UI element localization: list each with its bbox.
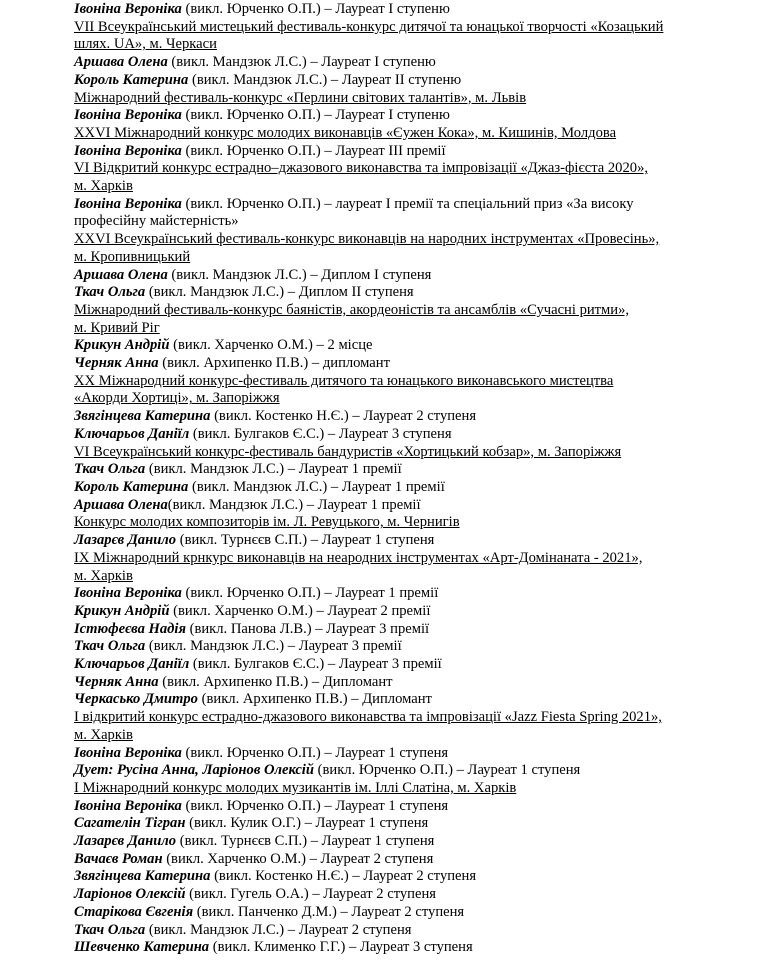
participant-name: Звягінцева Катерина: [74, 868, 211, 885]
participant-name: Шевченко Катерина: [74, 939, 210, 956]
participant-name: Король Катерина: [74, 478, 189, 495]
award-details: (викл. Харченко О.М.) – Лауреат 2 премії: [169, 602, 431, 619]
competition-heading-line: VI Відкритий конкурс естрадно–джазового виконавства та імпровізації «Джаз-фієста 2020»,: [74, 160, 649, 177]
competition-heading-line: Конкурс молодих композиторів ім. Л. Ревуцького, м. Чернигів: [74, 514, 460, 531]
participant-name: Лазарєв Данило: [74, 532, 177, 549]
award-details: (викл. Булгаков Є.С.) – Лауреат 3 ступеня: [189, 425, 452, 442]
participant-name: Черняк Анна: [74, 673, 159, 690]
award-entry: [74, 691, 768, 709]
award-details: (викл. Мандзюк Л.С.) – Лауреат 1 премії: [145, 461, 402, 478]
award-entry: [74, 1, 768, 19]
award-details: (викл. Мандзюк Л.С.) – Лауреат I ступеню: [167, 54, 436, 71]
participant-name: Аршава Олена: [74, 54, 168, 71]
award-entry: [74, 798, 768, 816]
competition-heading-line: м. Харків: [74, 178, 133, 195]
competition-heading-line: шлях. UA», м. Черкаси: [74, 36, 217, 53]
participant-name: Аршава Олена: [74, 266, 168, 283]
award-details: (викл. Юрченко О.П.) – Лауреат 1 ступеня: [181, 744, 449, 761]
competition-heading-line: XXVI Всеукраїнський фестиваль-конкурс виконавців на народних інструментах «Провесінь»,: [74, 231, 660, 248]
participant-name: Івоніна Вероніка: [74, 585, 182, 602]
award-details: (викл. Булгаков Є.С.) – Лауреат 3 премії: [189, 656, 442, 673]
competition-heading-line: XX Міжнародний конкурс-фестиваль дитячого та юнацького виконавського мистецтва: [74, 372, 614, 389]
competition-heading-line: м. Кропивницький: [74, 248, 191, 265]
award-details: (викл. Мандзюк Л.С.) – Лауреат 2 ступеня: [145, 921, 412, 938]
competition-heading-line: VI Всеукраїнський конкурс-фестиваль бандуристів «Хортицький кобзар», м. Запоріжжя: [74, 443, 622, 460]
award-details: (викл. Юрченко О.П.) – Лауреат 1 ступеня: [313, 762, 581, 779]
award-details: (викл. Панова Л.В.) – Лауреат 3 премії: [185, 620, 430, 637]
competition-heading-line: VII Всеукраїнський мистецький фестиваль-конкурс дитячої та юнацької творчості «Козацький: [74, 18, 664, 35]
award-entry: [74, 497, 768, 515]
competition-heading-line: м. Харків: [74, 726, 133, 743]
competition-heading-line: XXVI Міжнародний конкурс молодих виконавців «Єужен Кока», м. Кишинів, Молдова: [74, 124, 617, 141]
participant-name: Івоніна Вероніка: [74, 107, 182, 124]
competition-heading: [74, 514, 768, 532]
competition-heading-line: Міжнародний фестиваль-конкурс баяністів, акордеоністів та ансамблів «Сучасні ритми»,: [74, 301, 630, 318]
participant-name: Вачаєв Роман: [74, 850, 163, 867]
award-entry: [74, 196, 768, 214]
competition-heading-line: I Міжнародний конкурс молодих музикантів ім. Іллі Слатіна, м. Харків: [74, 779, 517, 796]
competition-heading: [74, 373, 768, 408]
competition-heading: [74, 125, 768, 143]
award-details: (викл. Архипенко П.В.) – Дипломант: [197, 691, 432, 708]
award-entry: [74, 426, 768, 444]
award-entry: [74, 815, 768, 833]
participant-name: Ткач Ольга: [74, 638, 146, 655]
award-entry: [74, 461, 768, 479]
award-details: (викл. Юрченко О.П.) – лауреат I премії та спеціальний приз «За високу: [181, 195, 634, 212]
participant-name: Ключарьов Даніїл: [74, 656, 190, 673]
competition-heading: [74, 709, 768, 744]
award-entry: [74, 904, 768, 922]
award-entry: [74, 267, 768, 285]
award-details: (викл. Костенко Н.Є.) – Лауреат 2 ступеня: [210, 408, 477, 425]
competition-heading-line: I відкритий конкурс естрадно-джазового виконавства та імпровізації «Jazz Fiesta Spring 2021»,: [74, 709, 662, 726]
participant-name: Черняк Анна: [74, 355, 159, 372]
award-entry: [74, 621, 768, 639]
participant-name: Ткач Ольга: [74, 921, 146, 938]
participant-name: Крикун Андрій: [74, 602, 170, 619]
competition-heading-line: м. Кривий Ріг: [74, 319, 160, 336]
participant-name: Звягінцева Катерина: [74, 408, 211, 425]
award-details: (викл. Юрченко О.П.) – Лауреат III премії: [181, 142, 446, 159]
participant-name: Івоніна Вероніка: [74, 142, 182, 159]
award-details-continuation: професійну майстерність»: [74, 213, 239, 230]
award-entry: [74, 851, 768, 869]
award-entry: [74, 762, 768, 780]
award-details: (викл. Юрченко О.П.) – Лауреат I ступеню: [181, 1, 450, 17]
award-details: (викл. Мандзюк Л.С.) – Лауреат 1 премії: [167, 496, 421, 513]
award-entry: [74, 143, 768, 161]
competition-heading: [74, 780, 768, 798]
award-details: (викл. Мандзюк Л.С.) – Диплом II ступеня: [145, 284, 414, 301]
award-entry: [74, 72, 768, 90]
participant-name: Ткач Ольга: [74, 461, 146, 478]
competition-heading: [74, 231, 768, 266]
award-entry: [74, 656, 768, 674]
award-details: (викл. Панченко Д.М.) – Лауреат 2 ступеня: [193, 903, 465, 920]
award-details: (викл. Гугель О.А.) – Лауреат 2 ступеня: [185, 886, 436, 903]
award-details: (викл. Клименко Г.Г.) – Лауреат 3 ступеня: [209, 939, 473, 956]
participant-name: Ключарьов Даніїл: [74, 425, 190, 442]
award-details: (викл. Юрченко О.П.) – Лауреат I ступеню: [181, 107, 450, 124]
award-details: (викл. Турнєєв С.П.) – Лауреат 1 ступеня: [176, 532, 435, 549]
competition-heading-line: «Акорди Хортиці», м. Запоріжжя: [74, 390, 280, 407]
award-entry: [74, 939, 768, 957]
award-details: (викл. Харченко О.М.) – 2 місце: [169, 337, 373, 354]
award-details: (викл. Турнєєв С.П.) – Лауреат 1 ступеня: [176, 833, 435, 850]
competition-heading: [74, 90, 768, 108]
award-details: (викл. Мандзюк Л.С.) – Лауреат II ступеню: [188, 71, 462, 88]
award-details: (викл. Юрченко О.П.) – Лауреат 1 премії: [181, 585, 439, 602]
award-entry: [74, 886, 768, 904]
award-details: (викл. Харченко О.М.) – Лауреат 2 ступеня: [162, 850, 434, 867]
award-entry: [74, 284, 768, 302]
competition-heading-line: IX Міжнародний крнкурс виконавців на неародних інструментах «Арт-Домінаната - 2021»,: [74, 549, 643, 566]
award-entry: [74, 337, 768, 355]
participant-name: Сагателін Тігран: [74, 815, 186, 832]
participant-name: Аршава Олена: [74, 496, 168, 513]
award-details: (викл. Юрченко О.П.) – Лауреат 1 ступеня: [181, 797, 449, 814]
award-entry: [74, 745, 768, 763]
competition-heading-line: м. Харків: [74, 567, 133, 584]
award-entry: [74, 532, 768, 550]
participant-name: Івоніна Вероніка: [74, 195, 182, 212]
award-details: (викл. Архипенко П.В.) – Дипломант: [158, 673, 393, 690]
participant-name: Король Катерина: [74, 71, 189, 88]
participant-name: Івоніна Вероніка: [74, 1, 182, 17]
award-details: (викл. Мандзюк Л.С.) – Диплом I ступеня: [167, 266, 432, 283]
award-entry: [74, 54, 768, 72]
participant-name: Дует: Русіна Анна, Ларіонов Олексій: [74, 762, 314, 779]
award-entry: [74, 638, 768, 656]
participant-name: Крикун Андрій: [74, 337, 170, 354]
award-entry: [74, 355, 768, 373]
award-entry: [74, 479, 768, 497]
participant-name: Івоніна Вероніка: [74, 797, 182, 814]
competition-heading: [74, 160, 768, 195]
participant-name: Істюфеєва Надія: [74, 620, 186, 637]
award-entry: [74, 585, 768, 603]
participant-name: Лазарєв Данило: [74, 833, 177, 850]
award-details: (викл. Мандзюк Л.С.) – Лауреат 1 премії: [188, 478, 445, 495]
competition-heading: [74, 302, 768, 337]
award-entry: [74, 408, 768, 426]
competition-heading: [74, 444, 768, 462]
participant-name: Черкасько Дмитро: [74, 691, 198, 708]
award-details: (викл. Архипенко П.В.) – дипломант: [158, 355, 390, 372]
award-details: (викл. Кулик О.Г.) – Лауреат 1 ступеня: [185, 815, 429, 832]
competition-heading-line: Міжнародний фестиваль-конкурс «Перлини світових талантів», м. Львів: [74, 89, 527, 106]
participant-name: Ткач Ольга: [74, 284, 146, 301]
award-entry: [74, 922, 768, 940]
award-entry: [74, 603, 768, 621]
award-entry: [74, 674, 768, 692]
participant-name: Ларіонов Олексій: [74, 886, 186, 903]
award-entry: [74, 833, 768, 851]
competition-heading: [74, 19, 768, 54]
award-entry: [74, 868, 768, 886]
award-details: (викл. Костенко Н.Є.) – Лауреат 2 ступеня: [210, 868, 477, 885]
award-entry: [74, 107, 768, 125]
participant-name: Старікова Євгенія: [74, 903, 194, 920]
competition-heading: [74, 550, 768, 585]
award-details: (викл. Мандзюк Л.С.) – Лауреат 3 премії: [145, 638, 402, 655]
participant-name: Івоніна Вероніка: [74, 744, 182, 761]
